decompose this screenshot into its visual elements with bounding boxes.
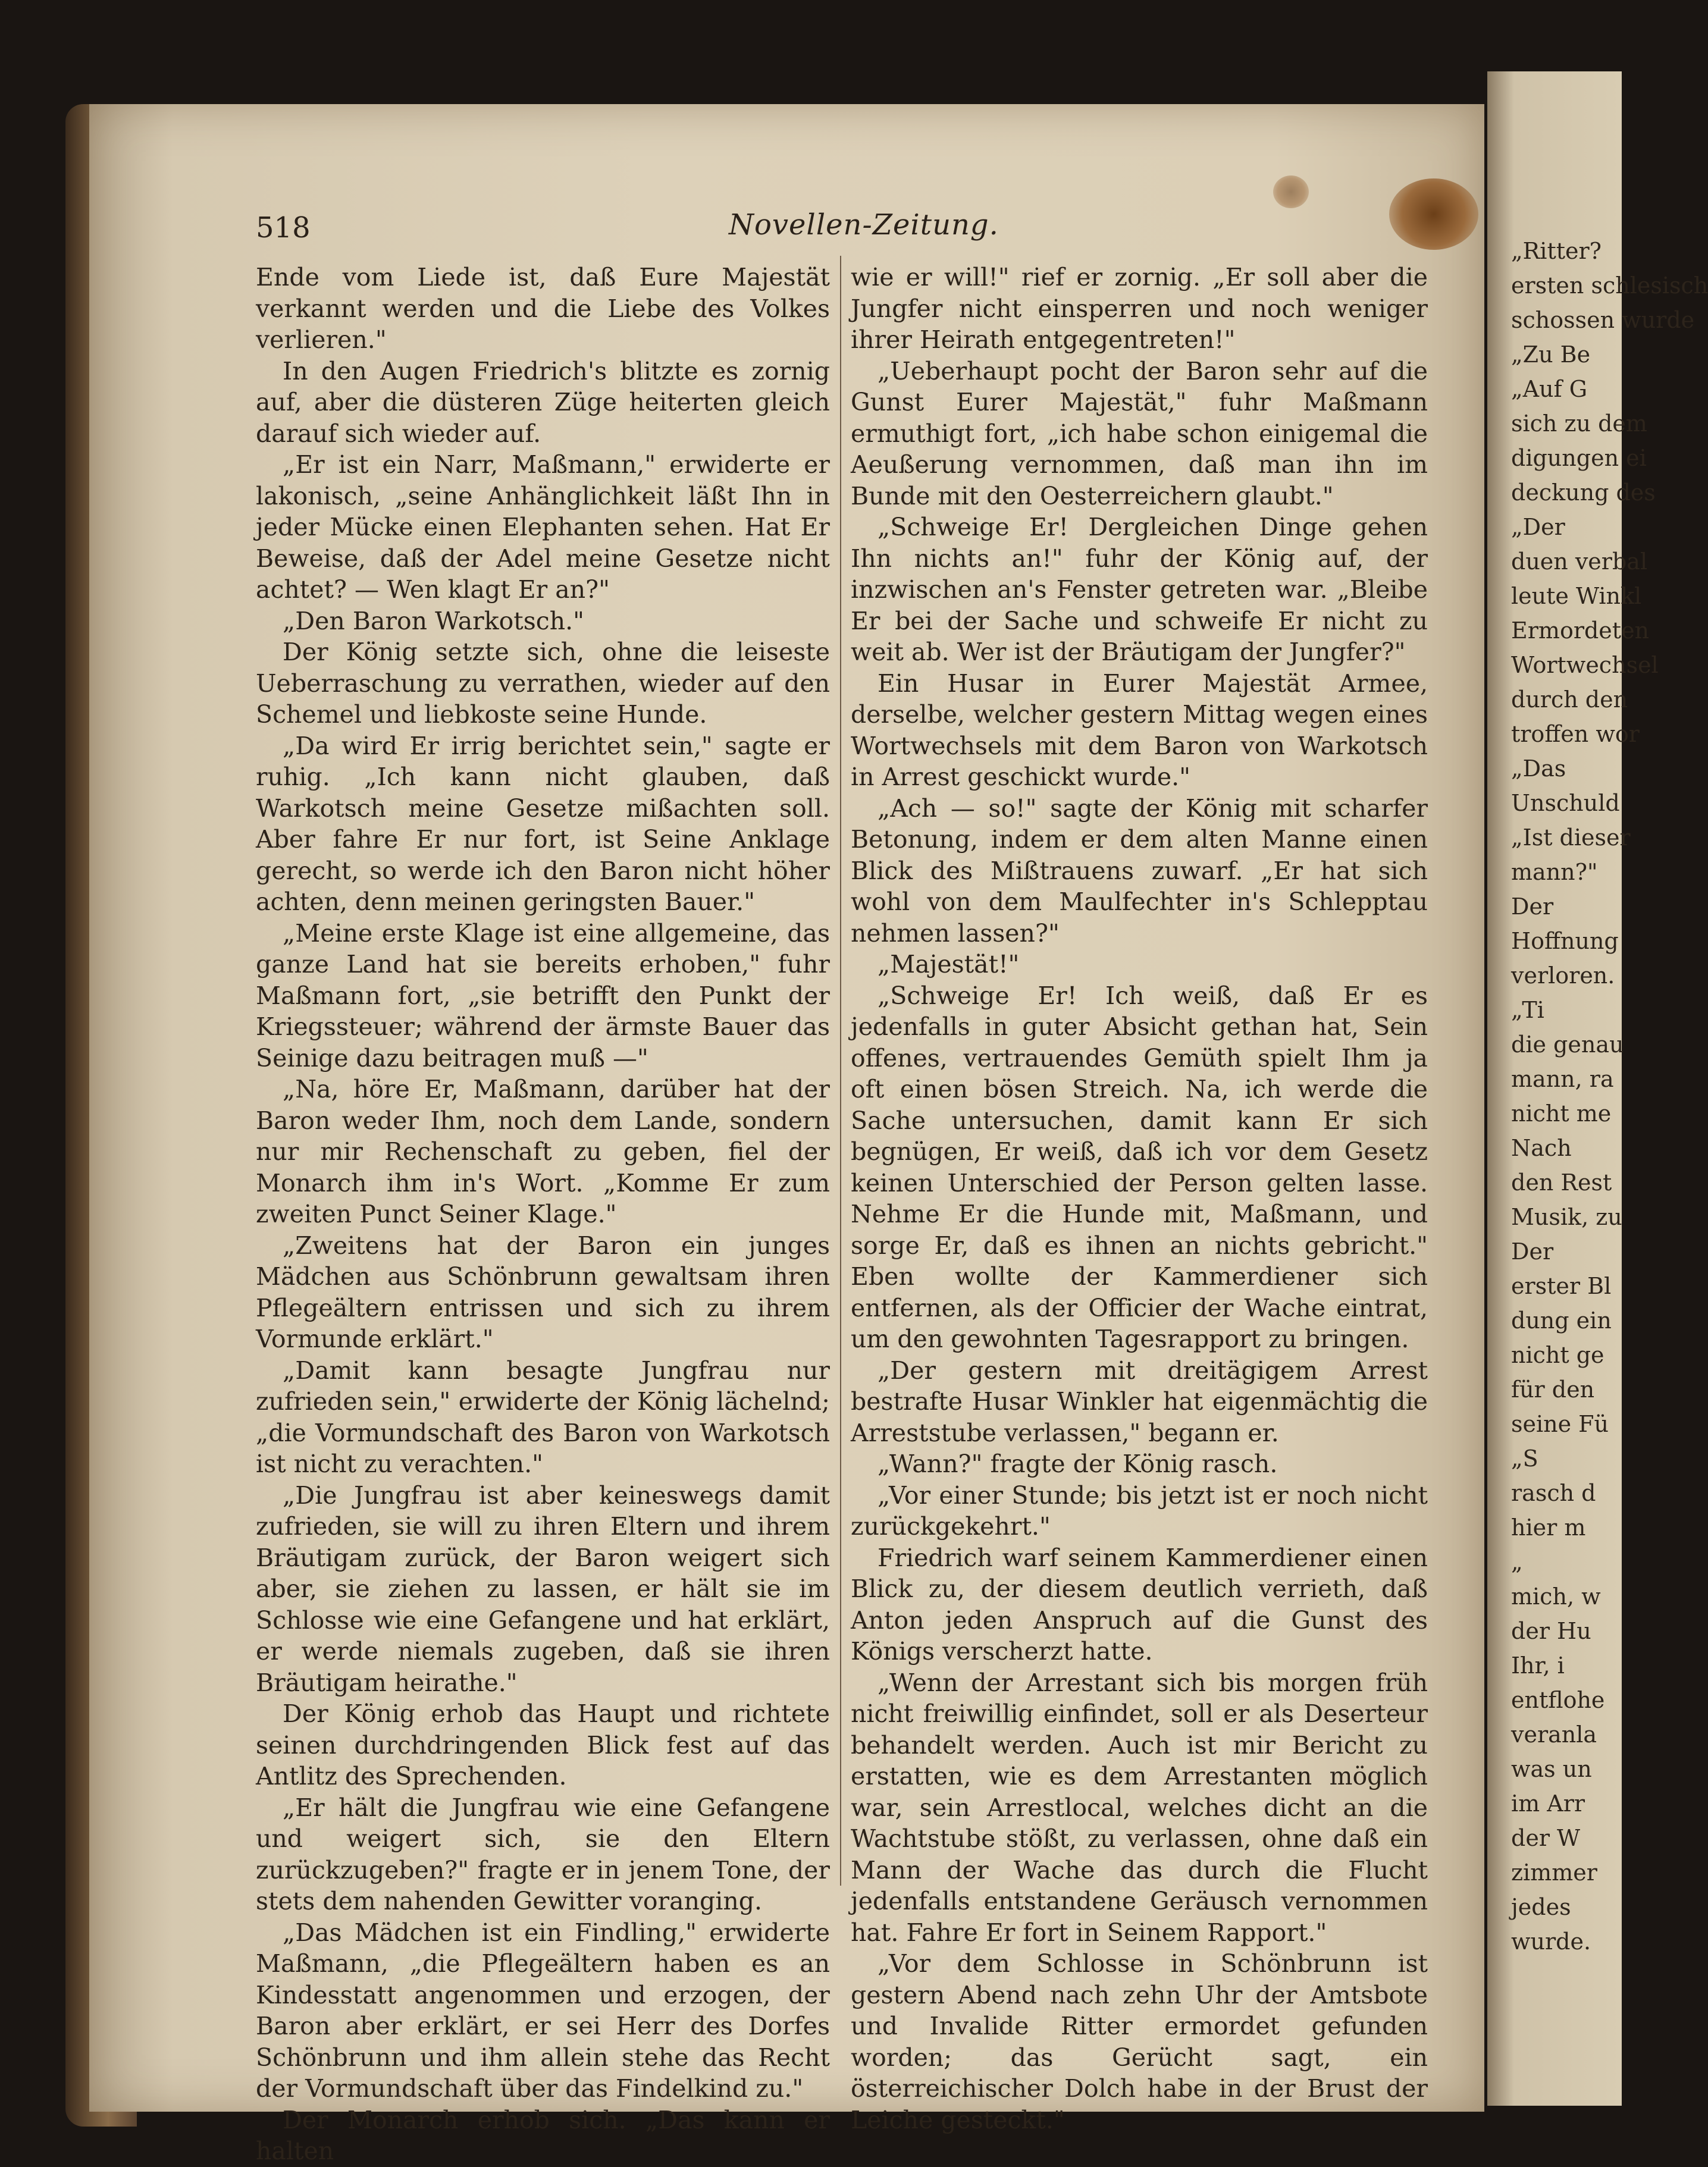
paragraph: Der Monarch erhob sich. „Das kann er halten: [256, 2105, 830, 2165]
paragraph: „Der gestern mit dreitägigem Arrest bestrafte Husar Winkler hat eigenmächtig die Arreststube verlassen," begann er.: [851, 1356, 1428, 1447]
paragraph: „Wenn der Arrestant sich bis morgen früh nicht freiwillig einfindet, soll er als Deserteur behandelt werden. Auch ist mir Bericht zu erstatten, wie es dem Arrestanten möglich war, sein Arrestlocal, welches dicht an die Wachtstube stößt, zu verlassen, ohne daß ein Mann der Wache das durch die Flucht jedenfalls entstandene Geräusch vernommen hat. Fahre Er fort in Seinem Rapport.": [851, 1668, 1428, 1947]
next-page-line-fragment: Der: [1511, 893, 1554, 920]
next-page-line-fragment: „Das: [1511, 755, 1566, 782]
paragraph: Ende vom Liede ist, daß Eure Majestät verkannt werden und die Liebe des Volkes verlieren.": [256, 263, 830, 354]
next-page-line-fragment: „Auf G: [1511, 376, 1588, 402]
paragraph: wie er will!" rief er zornig. „Er soll aber die Jungfer nicht einsperren und noch weniger ihrer Heirath entgegentreten!": [851, 263, 1428, 354]
next-page-line-fragment: deckung des: [1511, 479, 1656, 506]
next-page-line-fragment: durch den: [1511, 686, 1628, 713]
paragraph: Der König erhob das Haupt und richtete seinen durchdringenden Blick fest auf das Antlitz des Sprechenden.: [256, 1699, 830, 1790]
next-page-line-fragment: der W: [1511, 1825, 1581, 1851]
paragraph: Der König setzte sich, ohne die leiseste Ueberraschung zu verrathen, wieder auf den Schemel und liebkoste seine Hunde.: [256, 638, 830, 729]
column-divider: [840, 256, 841, 1886]
next-page-line-fragment: Wortwechsel: [1511, 652, 1659, 678]
paragraph: „Zweitens hat der Baron ein junges Mädchen aus Schönbrunn gewaltsam ihren Pflegeältern entrissen und sich zu ihrem Vormunde erklärt.": [256, 1231, 830, 1353]
foxing-stain: [1389, 178, 1478, 250]
paragraph: „Ach — so!" sagte der König mit scharfer Betonung, indem er dem alten Manne einen Blick des Mißtrauens zuwarf. „Er hat sich wohl von dem Maulfechter in's Schlepptau nehmen lassen?": [851, 794, 1428, 948]
next-page-line-fragment: seine Fü: [1511, 1411, 1609, 1437]
right-column: [851, 262, 1428, 2135]
next-page-line-fragment: mann, ra: [1511, 1066, 1614, 1092]
paragraph: „Er ist ein Narr, Maßmann," erwiderte er lakonisch, „seine Anhänglichkeit läßt Ihn in jeder Mücke einen Elephanten sehen. Hat Er Beweise, daß der Adel meine Gesetze nicht achtet? — Wen klagt Er an?": [256, 450, 830, 604]
next-page-line-fragment: leute Winkl: [1511, 583, 1642, 609]
paragraph: „Er hält die Jungfrau wie eine Gefangene und weigert sich, sie den Eltern zurückzugeben?" fragte er in jenem Tone, der stets dem nahenden Gewitter voranging.: [256, 1793, 830, 1915]
paragraph: „Ueberhaupt pocht der Baron sehr auf die Gunst Eurer Majestät," fuhr Maßmann ermuthigt fort, „ich habe schon einigemal die Aeußerung vernommen, daß man ihn im Bunde mit den Oesterreichern glaubt.": [851, 356, 1428, 510]
paragraph: „Vor einer Stunde; bis jetzt ist er noch nicht zurückgekehrt.": [851, 1481, 1428, 1541]
next-page-line-fragment: „S: [1511, 1445, 1538, 1472]
next-page-line-fragment: für den: [1511, 1376, 1595, 1403]
paragraph: „Da wird Er irrig berichtet sein," sagte er ruhig. „Ich kann nicht glauben, daß Warkotsch meine Gesetze mißachten soll. Aber fahre Er nur fort, ist Seine Anklage gerecht, so werde ich den Baron nicht höher achten, denn meinen geringsten Bauer.": [256, 731, 830, 916]
foxing-stain: [1273, 175, 1309, 208]
paragraph: „Den Baron Warkotsch.": [283, 606, 585, 635]
next-page-line-fragment: entflohe: [1511, 1687, 1605, 1713]
left-column: [256, 262, 830, 2167]
paragraph: „Wann?" fragte der König rasch.: [877, 1450, 1278, 1478]
next-page-line-fragment: Ihr, i: [1511, 1652, 1565, 1679]
next-page-line-fragment: mich, w: [1511, 1583, 1601, 1610]
next-page-line-fragment: duen verbal: [1511, 548, 1648, 575]
next-page-line-fragment: veranla: [1511, 1721, 1597, 1748]
paragraph: „Damit kann besagte Jungfrau nur zufrieden sein," erwiderte der König lächelnd; „die Vormundschaft des Baron von Warkotsch ist nicht zu verachten.": [256, 1356, 830, 1478]
paragraph: Ein Husar in Eurer Majestät Armee, derselbe, welcher gestern Mittag wegen eines Wortwechsels mit dem Baron von Warkotsch in Arrest geschickt wurde.": [851, 669, 1428, 791]
next-page-line-fragment: digungen ei: [1511, 445, 1647, 471]
next-page-line-fragment: Der: [1511, 1238, 1554, 1265]
paragraph: Friedrich warf seinem Kammerdiener einen Blick zu, der diesem deutlich verrieth, daß Anton jeden Anspruch auf die Gunst des Königs verscherzt hatte.: [851, 1543, 1428, 1666]
next-page-line-fragment: troffen wor: [1511, 721, 1640, 747]
paragraph: „Majestät!": [877, 950, 1020, 979]
next-page-line-fragment: „Zu Be: [1511, 341, 1591, 368]
next-page-line-fragment: dung ein: [1511, 1307, 1612, 1334]
next-page-line-fragment: „Ti: [1511, 997, 1544, 1023]
next-page-line-fragment: „: [1511, 1549, 1523, 1575]
next-page-line-fragment: jedes: [1511, 1894, 1571, 1920]
next-page-line-fragment: Hoffnung: [1511, 928, 1619, 954]
next-page-line-fragment: den Rest: [1511, 1169, 1612, 1196]
running-head: Novellen-Zeitung.: [729, 208, 999, 242]
next-page-line-fragment: verloren.: [1511, 962, 1615, 989]
next-page-line-fragment: was un: [1511, 1756, 1592, 1782]
next-page-line-fragment: rasch d: [1511, 1480, 1596, 1506]
next-page-line-fragment: der Hu: [1511, 1618, 1591, 1644]
page-number: 518: [256, 211, 311, 244]
next-page-line-fragment: wurde.: [1511, 1928, 1591, 1955]
next-page-line-fragment: „Der: [1511, 514, 1565, 540]
next-page-line-fragment: im Arr: [1511, 1790, 1585, 1817]
next-page-line-fragment: zimmer: [1511, 1859, 1597, 1886]
paragraph: „Na, höre Er, Maßmann, darüber hat der Baron weder Ihm, noch dem Lande, sondern nur mir Rechenschaft zu geben, fiel der Monarch ihm in's Wort. „Komme Er zum zweiten Punct Seiner Klage.": [256, 1075, 830, 1228]
next-page-line-fragment: mann?": [1511, 859, 1598, 885]
paragraph: „Schweige Er! Ich weiß, daß Er es jedenfalls in guter Absicht gethan hat, Sein offenes, vertrauendes Gemüth spielt Ihm ja oft einen bösen Streich. Na, ich werde die Sache untersuchen, damit kann Er sich begnügen, Er weiß, daß ich vor dem Gesetz keinen Unterschied der Person gelten lasse. Nehme Er die Hunde mit, Maßmann, und sorge Er, daß es ihnen an nichts gebricht." Eben wollte der Kammerdiener sich entfernen, als der Officier der Wache eintrat, um den gewohnten Tagesrapport zu bringen.: [851, 981, 1428, 1353]
paragraph: „Meine erste Klage ist eine allgemeine, das ganze Land hat sie bereits erhoben," fuhr Maßmann fort, „sie betrifft den Punkt der Kriegssteuer; während der ärmste Bauer das Seinige dazu beitragen muß —": [256, 918, 830, 1072]
next-page-line-fragment: „Ritter?: [1511, 238, 1602, 264]
next-page-line-fragment: nicht ge: [1511, 1342, 1604, 1368]
paragraph: „Vor dem Schlosse in Schönbrunn ist gestern Abend nach zehn Uhr der Amtsbote und Invalide Ritter ermordet gefunden worden; das Gerücht sagt, ein österreichischer Dolch habe in der Brust der Leiche gesteckt.": [851, 1949, 1428, 2134]
next-page-line-fragment: Ermordeten: [1511, 617, 1650, 644]
next-page-line-fragment: hier m: [1511, 1514, 1586, 1541]
next-page-line-fragment: „Ist dieser: [1511, 824, 1631, 851]
next-page-line-fragment: sich zu dem: [1511, 410, 1647, 437]
paragraph: „Die Jungfrau ist aber keineswegs damit zufrieden, sie will zu ihren Eltern und ihrem Bräutigam zurück, der Baron weigert sich aber, sie ziehen zu lassen, er hält sie im Schlosse wie eine Gefangene und hat erklärt, er werde niemals zugeben, daß sie ihren Bräutigam heirathe.": [256, 1481, 830, 1697]
next-page-line-fragment: ersten schlesisch: [1511, 272, 1708, 299]
paragraph: In den Augen Friedrich's blitzte es zornig auf, aber die düsteren Züge heiterten gleich darauf sich wieder auf.: [256, 356, 830, 448]
next-page-line-fragment: schossen wurde: [1511, 307, 1695, 333]
next-page-line-fragment: nicht me: [1511, 1100, 1612, 1127]
next-page-line-fragment: erster Bl: [1511, 1273, 1612, 1299]
next-page-line-fragment: Nach: [1511, 1135, 1572, 1161]
next-page-line-fragment: Unschuld: [1511, 790, 1620, 816]
next-page-line-fragment: die genau: [1511, 1031, 1624, 1058]
next-page-line-fragment: Musik, zu: [1511, 1204, 1622, 1230]
paragraph: „Das Mädchen ist ein Findling," erwiderte Maßmann, „die Pflegeältern haben es an Kindesstatt angenommen und erzogen, der Baron aber erklärt, er sei Herr des Dorfes Schönbrunn und ihm allein stehe das Recht der Vormundschaft über das Findelkind zu.": [256, 1918, 830, 2103]
adjacent-page-edge: [1487, 71, 1708, 2106]
paragraph: „Schweige Er! Dergleichen Dinge gehen Ihn nichts an!" fuhr der König auf, der inzwischen an's Fenster getreten war. „Bleibe Er bei der Sache und schweife Er nicht zu weit ab. Wer ist der Bräutigam der Jungfer?": [851, 513, 1428, 666]
